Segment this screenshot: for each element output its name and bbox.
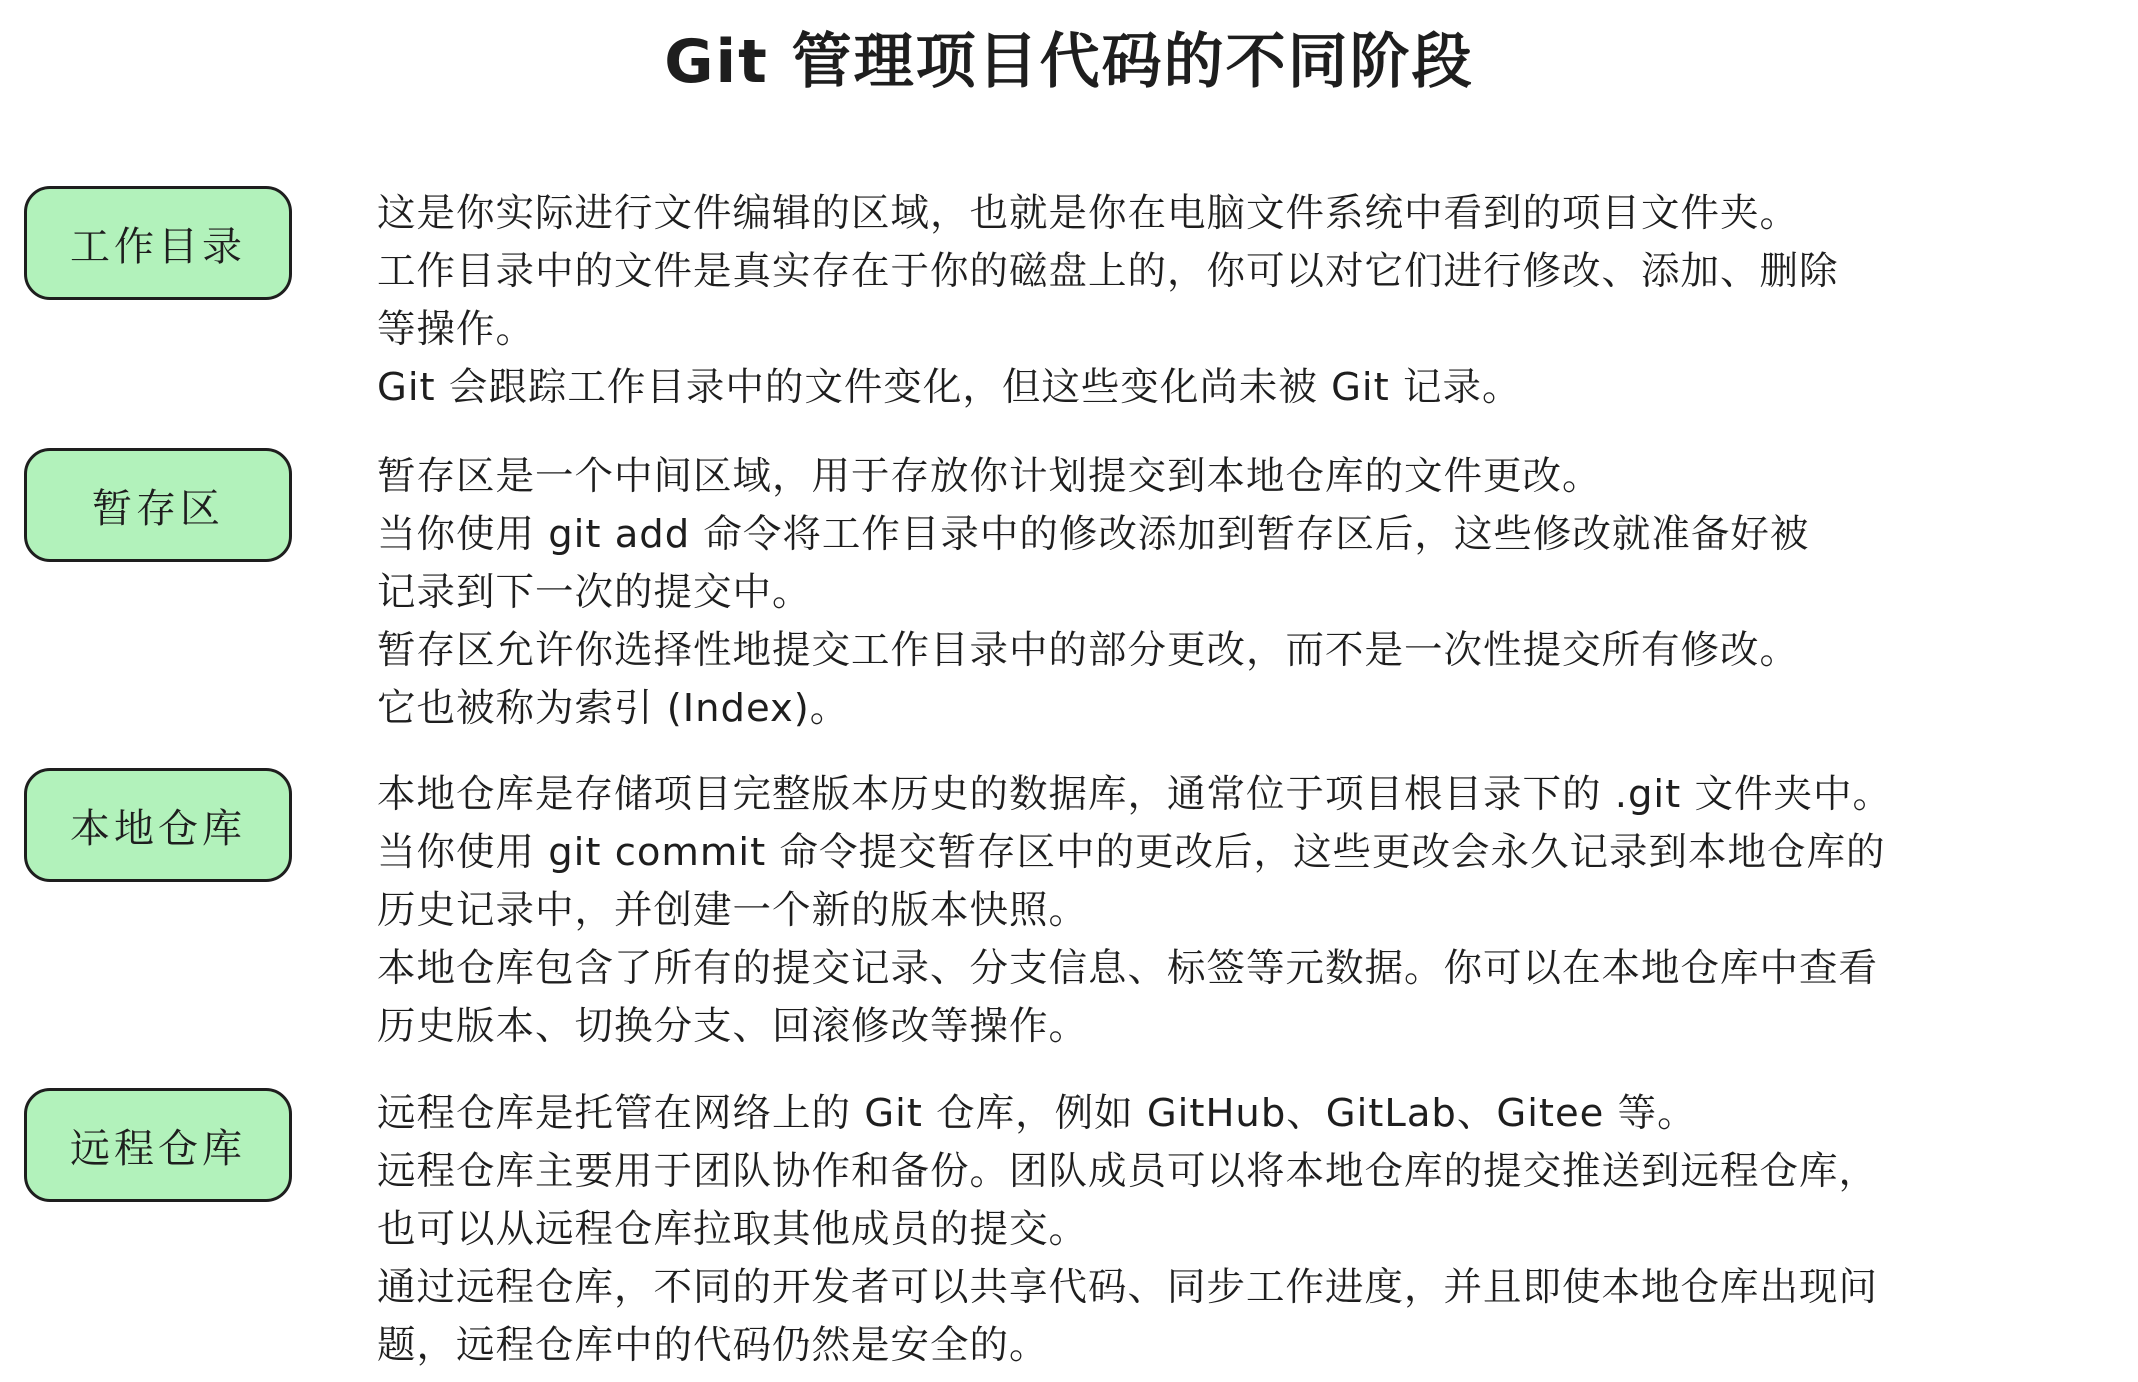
stage-label-staging-area: 暂存区 xyxy=(24,448,292,562)
description-line: 远程仓库是托管在网络上的 Git 仓库，例如 GitHub、GitLab、Gitee 等。 xyxy=(377,1091,1697,1136)
description-line: 本地仓库包含了所有的提交记录、分支信息、标签等元数据。你可以在本地仓库中查看 xyxy=(377,946,1879,991)
description-line: 通过远程仓库，不同的开发者可以共享代码、同步工作进度，并且即使本地仓库出现问 xyxy=(377,1265,1879,1310)
description-line: 这是你实际进行文件编辑的区域，也就是你在电脑文件系统中看到的项目文件夹。 xyxy=(377,191,1800,236)
description-line: 也可以从远程仓库拉取其他成员的提交。 xyxy=(377,1207,1089,1252)
description-line: 当你使用 git commit 命令提交暂存区中的更改后，这些更改会永久记录到本地仓库的 xyxy=(377,830,1886,875)
stage-description-local-repository xyxy=(377,766,2127,1056)
description-line: 当你使用 git add 命令将工作目录中的修改添加到暂存区后，这些修改就准备好被 xyxy=(377,512,1810,557)
description-line: 暂存区是一个中间区域，用于存放你计划提交到本地仓库的文件更改。 xyxy=(377,454,1602,499)
page-title: Git 管理项目代码的不同阶段 xyxy=(664,27,1474,97)
description-line: 远程仓库主要用于团队协作和备份。团队成员可以将本地仓库的提交推送到远程仓库， xyxy=(377,1149,1879,1194)
description-line: 本地仓库是存储项目完整版本历史的数据库，通常位于项目根目录下的 .git 文件夹中。 xyxy=(377,772,1892,817)
description-line: 工作目录中的文件是真实存在于你的磁盘上的，你可以对它们进行修改、添加、删除 xyxy=(377,249,1839,294)
description-line: 等操作。 xyxy=(377,307,536,352)
description-line: Git 会跟踪工作目录中的文件变化，但这些变化尚未被 Git 记录。 xyxy=(377,365,1522,410)
stage-label-local-repository: 本地仓库 xyxy=(24,768,292,882)
description-line: 历史版本、切换分支、回滚修改等操作。 xyxy=(377,1004,1089,1049)
description-line: 题，远程仓库中的代码仍然是安全的。 xyxy=(377,1323,1049,1368)
stage-description-remote-repository xyxy=(377,1085,2127,1375)
stage-label-working-directory: 工作目录 xyxy=(24,186,292,300)
description-line: 暂存区允许你选择性地提交工作目录中的部分更改，而不是一次性提交所有修改。 xyxy=(377,628,1800,673)
stage-label-remote-repository: 远程仓库 xyxy=(24,1088,292,1202)
stage-description-staging-area xyxy=(377,448,2127,738)
description-line: 它也被称为索引 (Index)。 xyxy=(377,686,850,731)
description-line: 历史记录中，并创建一个新的版本快照。 xyxy=(377,888,1089,933)
stage-description-working-directory xyxy=(377,185,2127,417)
description-line: 记录到下一次的提交中。 xyxy=(377,570,812,615)
